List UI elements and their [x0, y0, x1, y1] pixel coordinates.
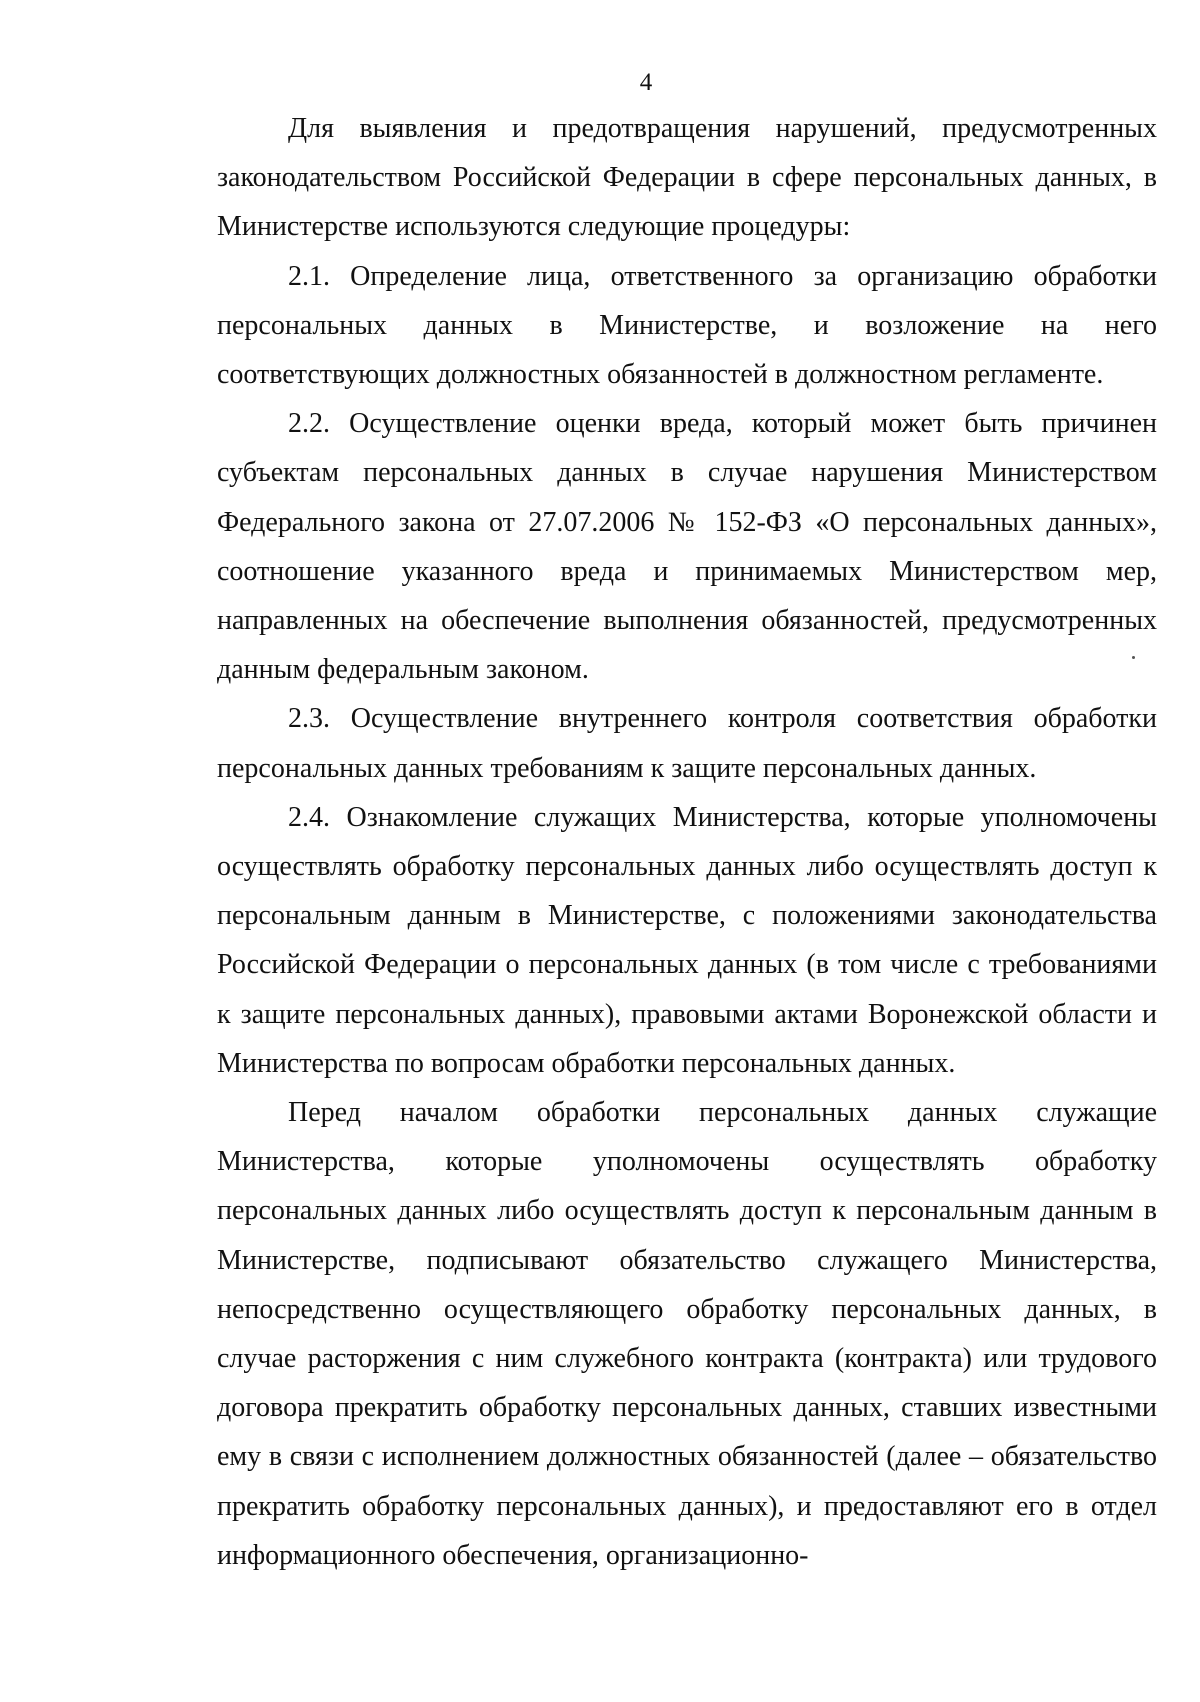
paragraph-2-3: 2.3. Осуществление внутреннего контроля соответствия обработки персональных данных требованиям к защите персональных данных.: [217, 703, 1157, 784]
document-body: [217, 104, 1157, 1580]
paragraph-2-1: 2.1. Определение лица, ответственного за организацию обработки персональных данных в Министерстве, и возложение на него соответствующих должностных обязанностей в должностном регламенте.: [217, 260, 1157, 391]
page-number: 4: [639, 69, 653, 96]
scan-speck: [1132, 656, 1135, 659]
paragraph-intro: Для выявления и предотвращения нарушений, предусмотренных законодательством Российской Федерации в сфере персональных данных, в Министерстве используются следующие процедуры:: [217, 113, 1157, 243]
paragraph-2-2: 2.2. Осуществление оценки вреда, который может быть причинен субъектам персональных данных в случае нарушения Министерством Федерального закона от 27.07.2006 № 152-ФЗ «О персональных данных», соотношение указанного вреда и принимаемых Министерством мер, направленных на обеспечение выполнения обязанностей, предусмотренных данным федеральным законом.: [217, 408, 1157, 686]
paragraph-obligation: Перед началом обработки персональных данных служащие Министерства, которые уполномочены осуществлять обработку персональных данных либо осуществлять доступ к персональным данным в Министерстве, подписывают обязательство служащего Министерства, непосредственно осуществляющего обработку персональных данных, в случае расторжения с ним служебного контракта (контракта) или трудового договора прекратить обработку персональных данных, ставших известными ему в связи с исполнением должностных обязанностей (далее – обязательство прекратить обработку персональных данных), и предоставляют его в отдел информационного обеспечения, организационно-: [217, 1097, 1157, 1571]
paragraph-2-4: 2.4. Ознакомление служащих Министерства, которые уполномочены осуществлять обработку персональных данных либо осуществлять доступ к персональным данным в Министерстве, с положениями законодательства Российской Федерации о персональных данных (в том числе с требованиями к защите персональных данных), правовыми актами Воронежской области и Министерства по вопросам обработки персональных данных.: [217, 801, 1157, 1079]
